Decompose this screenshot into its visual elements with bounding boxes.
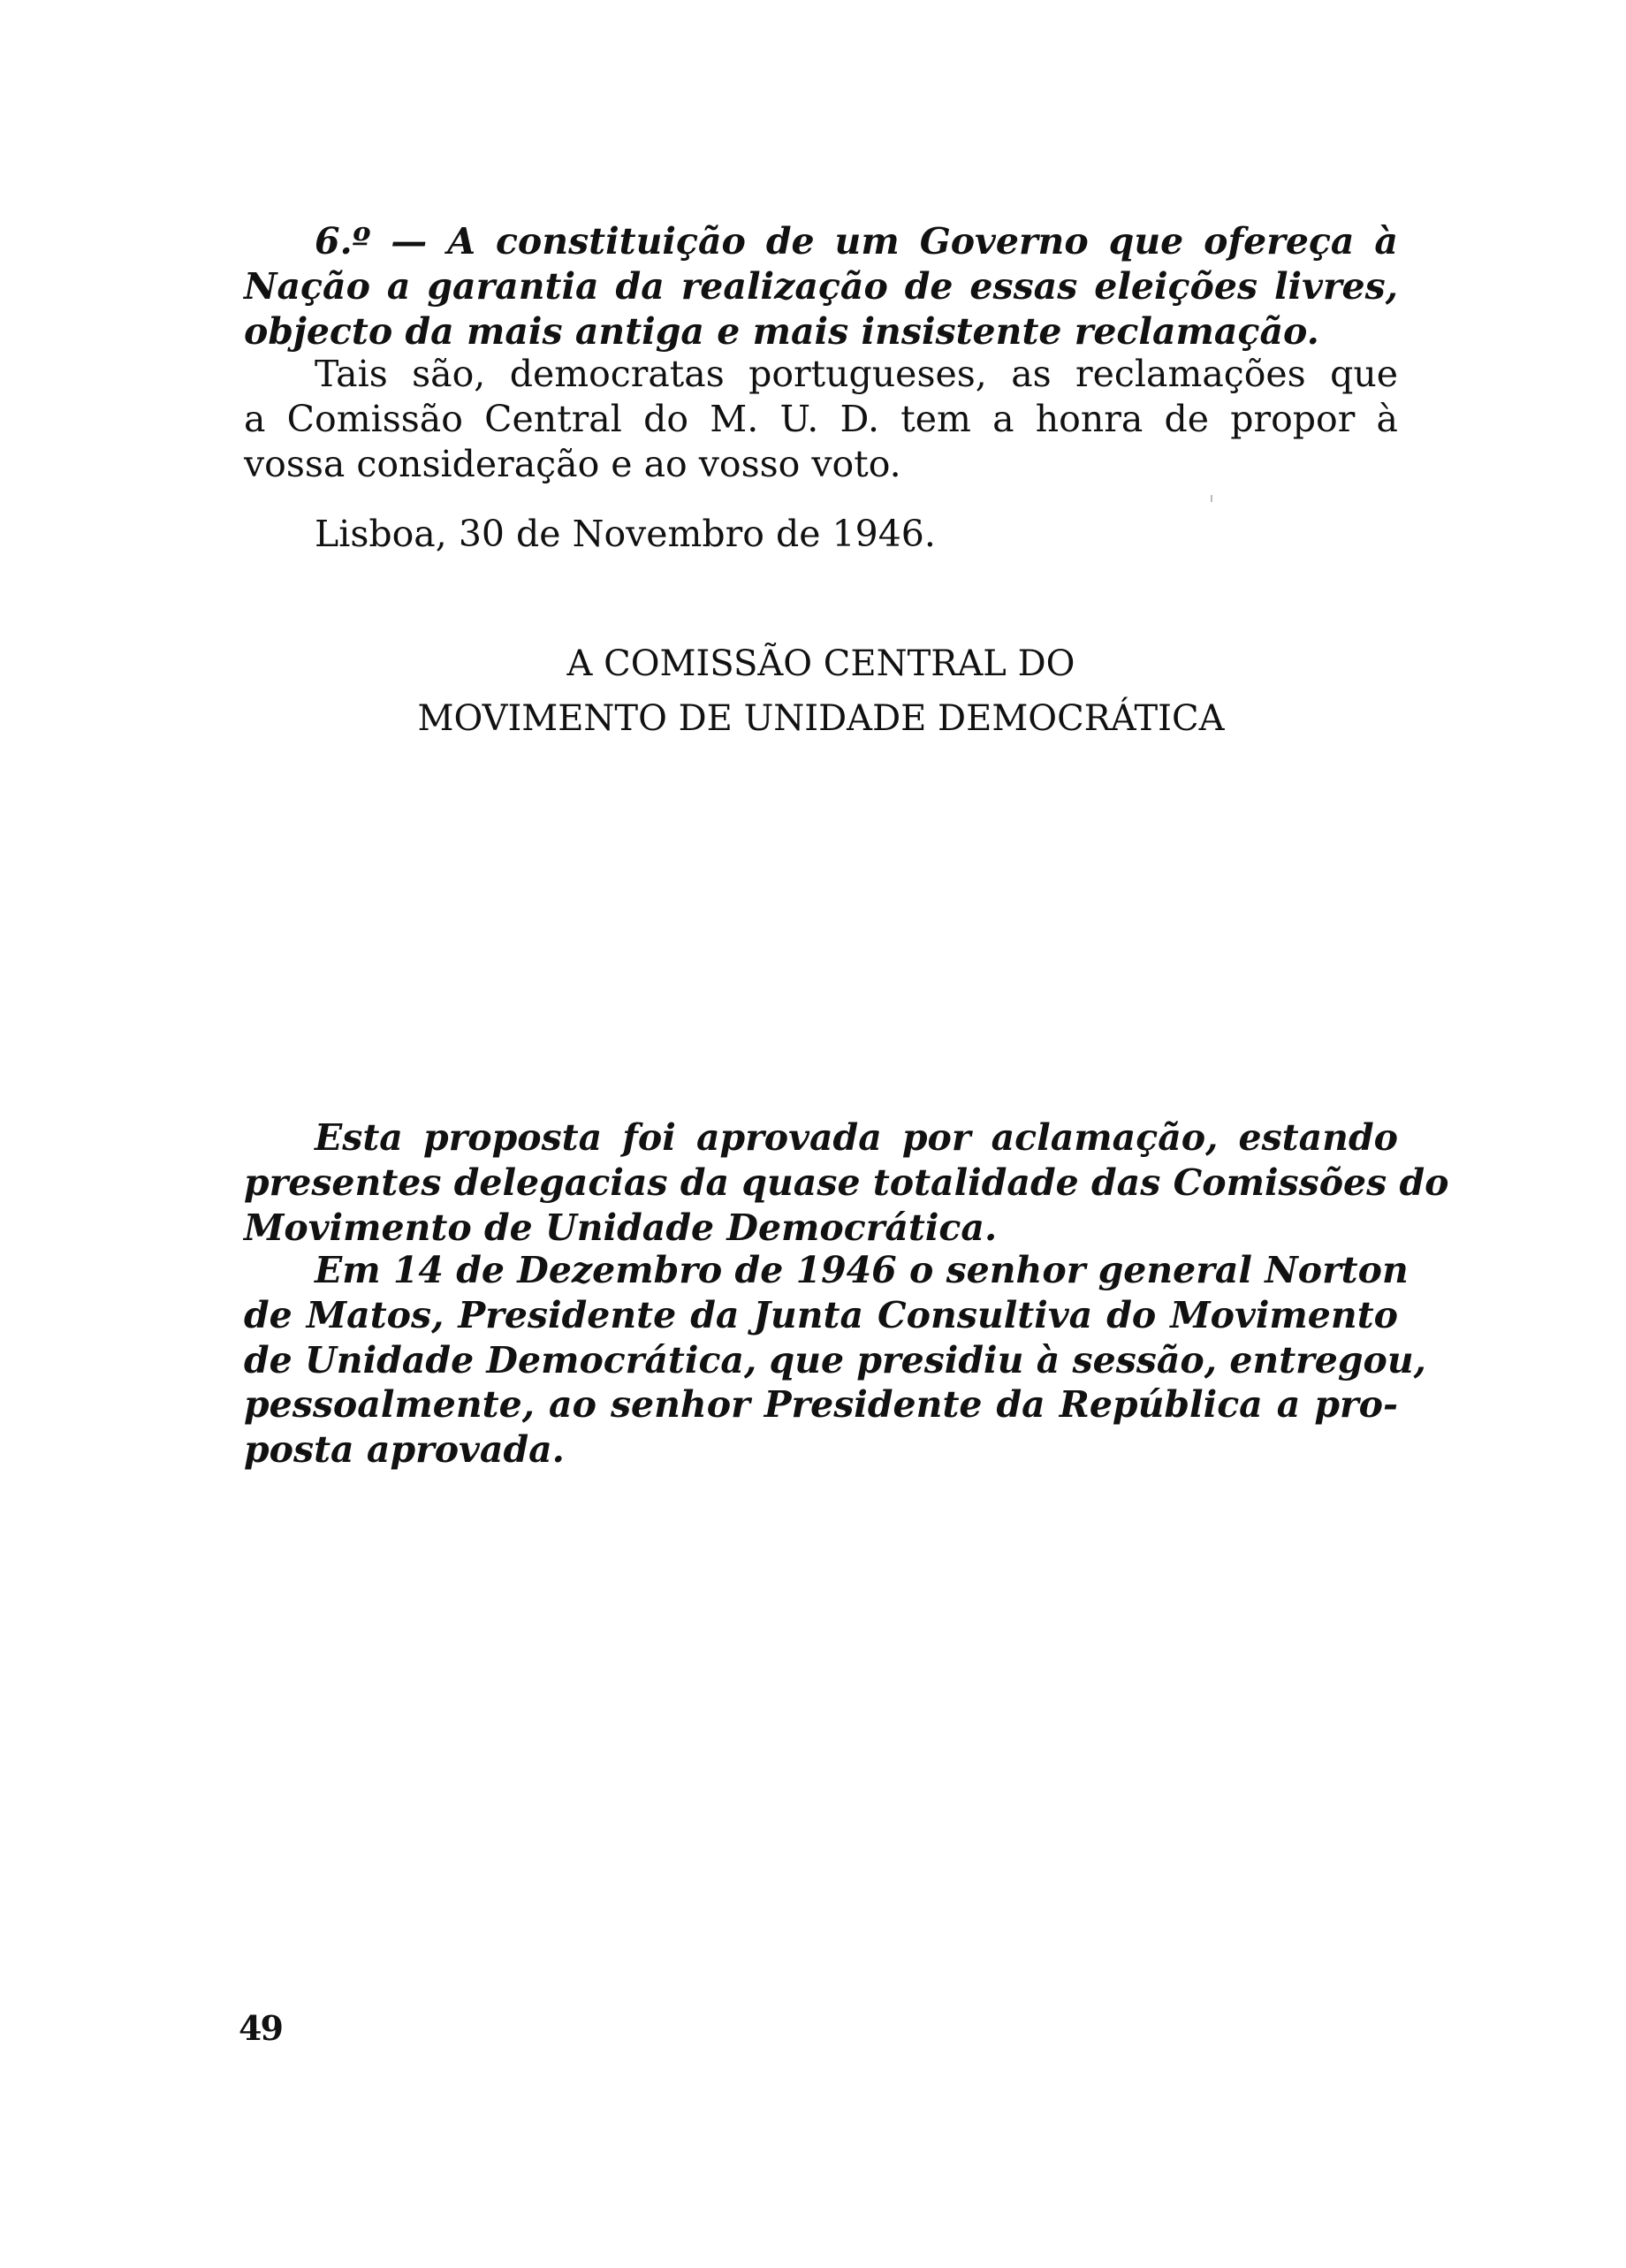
paragraph-line: a Comissão Central do M. U. D. tem a honra de propor à — [244, 397, 1398, 440]
paragraph-line: Movimento de Unidade Democrática. — [244, 1206, 998, 1249]
note-paragraph-1 — [244, 1115, 1449, 1250]
paragraph-line: vossa consideração e ao vosso voto. — [244, 442, 901, 485]
paragraph-line: Nação a garantia da realização de essas eleições livres, — [244, 264, 1398, 308]
paragraph-line: pessoalmente, ao senhor Presidente da República a pro- — [244, 1383, 1398, 1427]
signature-line-1: A COMISSÃO CENTRAL DO — [566, 643, 1075, 684]
date-line: Lisboa, 30 de Novembro de 1946. — [315, 513, 936, 555]
paragraph-item-6 — [244, 219, 1398, 354]
paragraph-line: presentes delegacias da quase totalidade das Comissões do — [244, 1161, 1449, 1204]
paragraph-line: posta aprovada. — [244, 1428, 565, 1472]
paragraph-line: 6.º — A constituição de um Governo que ofereça à — [315, 220, 1398, 263]
paragraph-line: de Unidade Democrática, que presidiu à sessão, entregou, — [244, 1338, 1426, 1381]
paragraph-line: Tais são, democratas portugueses, as reclamações que — [315, 353, 1398, 395]
closing-paragraph — [244, 352, 1398, 486]
page-number: 49 — [239, 2008, 282, 2048]
paragraph-line: objecto da mais antiga e mais insistente reclamação. — [244, 309, 1319, 353]
paragraph-line: Esta proposta foi aprovada por aclamação, estando — [315, 1116, 1398, 1159]
signature-line-2: MOVIMENTO DE UNIDADE DEMOCRÁTICA — [417, 698, 1225, 739]
paragraph-line: de Matos, Presidente da Junta Consultiva do Movimento — [244, 1293, 1398, 1336]
signature-block — [244, 636, 1398, 746]
margin-mark — [1211, 495, 1212, 502]
note-paragraph-2 — [244, 1248, 1426, 1473]
paragraph-line: Em 14 de Dezembro de 1946 o senhor general Norton — [315, 1249, 1409, 1291]
